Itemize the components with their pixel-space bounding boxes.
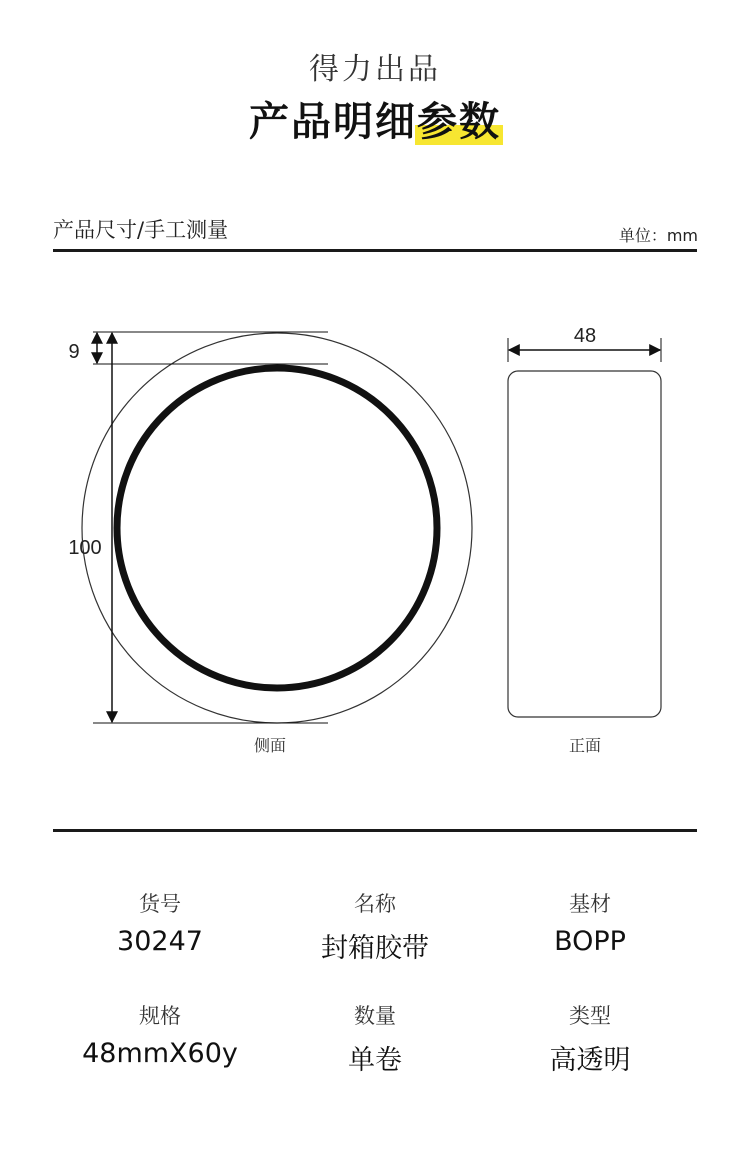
param-value: 单卷 (348, 1045, 402, 1076)
param-item-type (483, 1000, 697, 1077)
thickness-label: 9 (68, 341, 80, 363)
param-label: 基材 (569, 892, 611, 916)
page-title (0, 90, 750, 147)
width-label: 48 (573, 325, 597, 347)
param-label: 名称 (354, 892, 396, 916)
param-value: BOPP (554, 926, 626, 957)
front-view-caption: 正面 (568, 736, 602, 755)
bottom-divider (53, 829, 697, 832)
top-divider (53, 249, 697, 252)
param-item-spec (53, 1000, 267, 1069)
param-value: 48mmX60y (82, 1038, 238, 1069)
param-item-name (268, 888, 482, 965)
diameter-label: 100 (68, 537, 102, 559)
unit-label: 单位：mm (618, 226, 698, 245)
param-item-article-no (53, 888, 267, 957)
title-main: 产品明细 (249, 99, 417, 145)
param-label: 货号 (139, 892, 181, 916)
param-item-material (483, 888, 697, 957)
tape-outer-circle (82, 333, 472, 723)
tape-dimension-diagram (0, 300, 750, 770)
param-label: 数量 (354, 1004, 396, 1028)
param-value: 高透明 (549, 1045, 631, 1076)
tape-core-circle (117, 368, 437, 688)
param-value: 封箱胶带 (321, 933, 429, 964)
param-label: 类型 (569, 1004, 611, 1028)
side-view-caption: 侧面 (253, 736, 287, 755)
tape-front-rect (508, 371, 661, 717)
brand-subtitle: 得力出品 (309, 52, 441, 87)
param-item-quantity (268, 1000, 482, 1077)
title-highlight: 参数 (417, 90, 501, 147)
param-label: 规格 (139, 1004, 181, 1028)
size-section-heading: 产品尺寸/手工测量 (53, 218, 229, 242)
param-value: 30247 (117, 926, 203, 957)
